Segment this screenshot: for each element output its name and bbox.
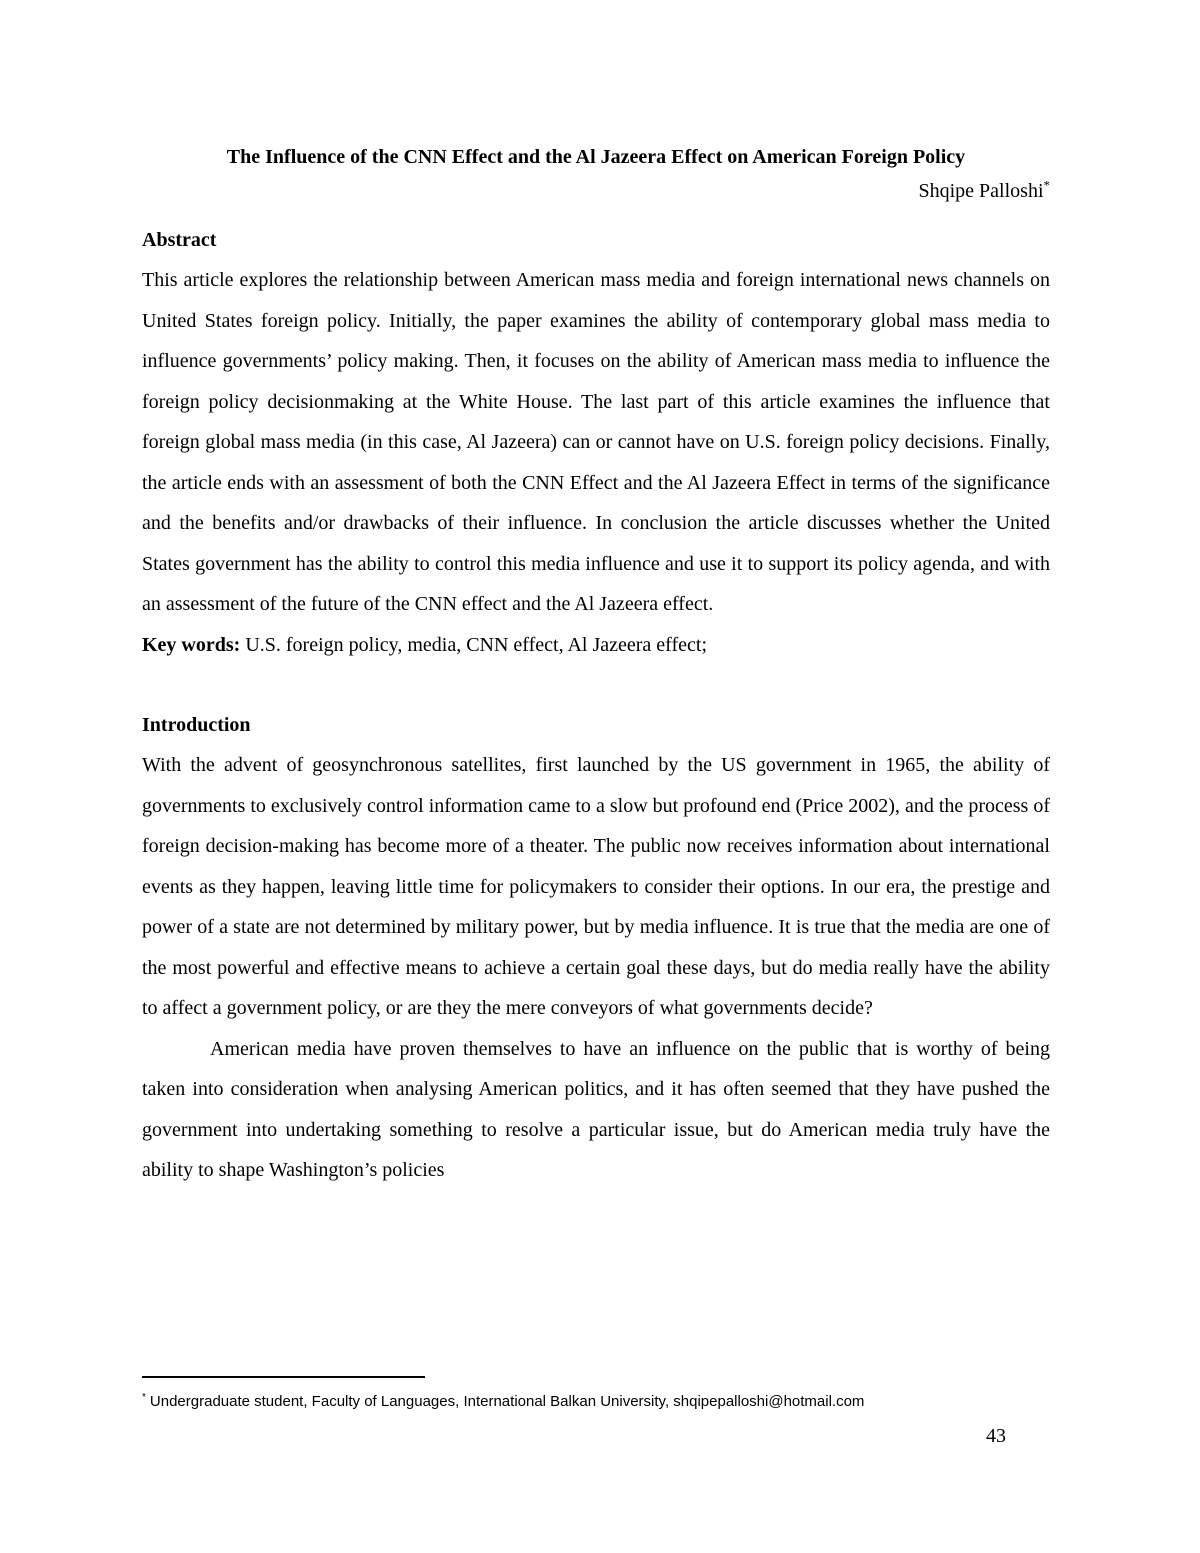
introduction-paragraph: With the advent of geosynchronous satellites, first launched by the US government in 1965, the ability of governments to exclusively control information came to a slow but profound end (Price 2002), and the process of foreign decision-making has become more of a theater. The public now receives information about international events as they happen, leaving little time for policymakers to consider their options. In our era, the prestige and power of a state are not determined by military power, but by media influence. It is true that the media are one of the most powerful and effective means to achieve a certain goal these days, but do media really have the ability to affect a government policy, or are they the mere conveyors of what governments decide? (142, 754, 1050, 1019)
author-line (142, 174, 1050, 208)
introduction-paragraph: American media have proven themselves to have an influence on the public that is worthy of being taken into consideration when analysing American politics, and it has often seemed that they have pushed the government into undertaking something to resolve a particular issue, but do American media truly have the ability to shape Washington’s policies (142, 1037, 1050, 1181)
introduction-heading: Introduction (142, 714, 251, 736)
footnote-divider (142, 1376, 425, 1378)
footnote-text: Undergraduate student, Faculty of Languages, International Balkan University, shqipepalloshi@hotmail.com (149, 1393, 865, 1410)
footnote (142, 1392, 864, 1412)
page-number: 43 (986, 1425, 1006, 1447)
abstract-heading: Abstract (142, 229, 217, 251)
abstract-text: This article explores the relationship between American mass media and foreign international news channels on United States foreign policy. Initially, the paper examines the ability of contemporary global mass media to influence governments’ policy making. Then, it focuses on the ability of American mass media to influence the foreign policy decisionmaking at the White House. The last part of this article examines the influence that foreign global mass media (in this case, Al Jazeera) can or cannot have on U.S. foreign policy decisions. Finally, the article ends with an assessment of both the CNN Effect and the Al Jazeera Effect in terms of the significance and the benefits and/or drawbacks of their influence. In conclusion the article discusses whether the United States government has the ability to control this media influence and use it to support its policy agenda, and with an assessment of the future of the CNN effect and the Al Jazeera effect. (142, 269, 1050, 615)
author-name: Shqipe Palloshi (918, 180, 1044, 202)
paper-title: The Influence of the CNN Effect and the Al Jazeera Effect on American Foreign Policy (226, 146, 966, 168)
section-spacer (142, 665, 1050, 705)
footnote-marker: * (142, 1392, 146, 1403)
page-body (142, 140, 1050, 1191)
keywords-line (142, 625, 1050, 666)
author-footnote-marker[interactable]: * (1043, 177, 1050, 193)
keywords-text: U.S. foreign policy, media, CNN effect, Al Jazeera effect; (245, 633, 708, 656)
keywords-label: Key words: (142, 633, 241, 656)
